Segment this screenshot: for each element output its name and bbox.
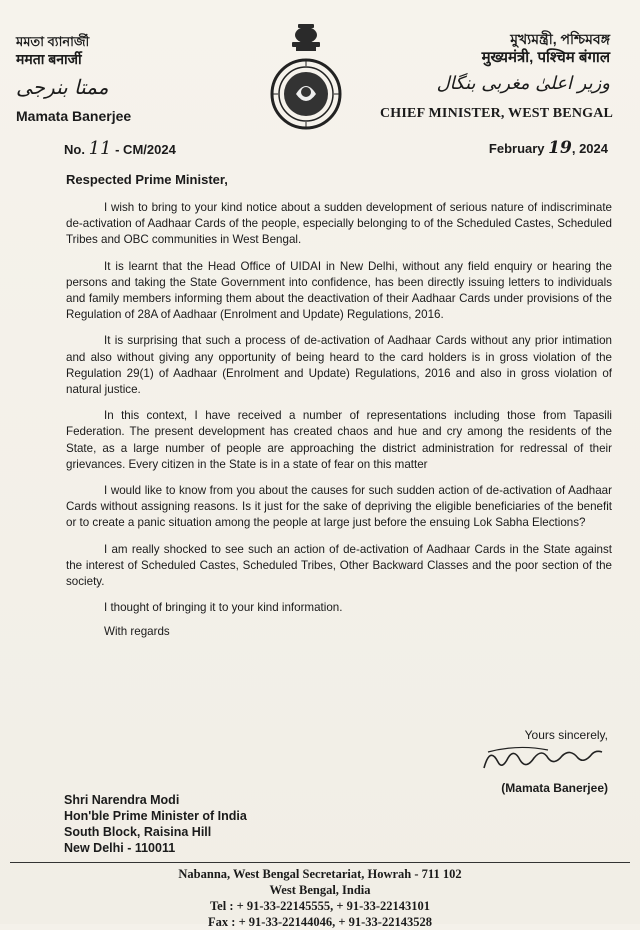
salutation: Respected Prime Minister, xyxy=(66,172,228,187)
date-day: 19 xyxy=(548,138,572,158)
letter-date xyxy=(489,138,608,158)
hindi-title: मुख्यमंत्री, पश्चिम बंगाल xyxy=(481,49,610,66)
bengali-name: মমতা ব্যানার্জী xyxy=(16,34,90,49)
paragraph-3: It is surprising that such a process of de-activation of Aadhaar Cards without any prior intimation and also without giving any opportunity of being heard to the card holders is in gross violation of the Regulation 29(1) of Aadhaar (Enrolment and Update) Regulations, 2016 and also in gross violation of natural justice. xyxy=(66,334,612,397)
letterhead-left xyxy=(16,34,216,124)
letter-body xyxy=(66,200,612,649)
date-year: , 2024 xyxy=(571,141,608,156)
reference-number xyxy=(64,138,176,159)
signature-name: (Mamata Banerjee) xyxy=(501,781,608,795)
addressee-address-1: South Block, Raisina Hill xyxy=(64,825,212,839)
urdu-name: ممتا بنرجی xyxy=(16,75,109,99)
paragraph-1: I wish to bring to your kind notice about a sudden development of serious nature of indiscriminate de-activation of Aadhaar Cards of the people, especially belonging to of the Scheduled Castes, Scheduled Tribes and OBC communities in West Bengal. xyxy=(66,201,612,247)
footer-tel: Tel : + 91-33-22145555, + 91-33-22143101 xyxy=(209,899,431,913)
paragraph-5: I would like to know from you about the causes for such sudden action of de-activation of Aadhaar Cards without assigning reasons. Is it just for the sake of depriving the eligible beneficiaries of the benefit or to create a panic situation among the people at large just before the ensuing Lok Sabha Elections? xyxy=(66,484,612,530)
west-bengal-emblem-icon xyxy=(268,22,344,134)
footer-divider xyxy=(10,862,630,863)
paragraph-2: It is learnt that the Head Office of UIDAI in New Delhi, without any field enquiry or hearing the persons and taking the State Government into confidence, has been directly issuing letters to individuals and family members informing them about the deactivation of their Aadhaar Cards under provisions of the Regulation of 28A of Aadhaar (Enrolment and Update) Regulations, 2016. xyxy=(66,259,612,322)
closing-line: I thought of bringing it to your kind information. xyxy=(104,601,343,615)
english-title: CHIEF MINISTER, WEST BENGAL xyxy=(380,106,614,121)
addressee-designation: Hon'ble Prime Minister of India xyxy=(64,809,247,823)
english-name: Mamata Banerjee xyxy=(16,108,132,124)
ref-number: 11 xyxy=(88,138,112,159)
footer-address: Nabanna, West Bengal Secretariat, Howrah - 711 102 xyxy=(178,867,462,881)
ref-suffix: - CM/2024 xyxy=(115,142,176,157)
ref-prefix: No. xyxy=(64,142,85,157)
bengali-title: মুখ্যমন্ত্রী, পশ্চিমবঙ্গ xyxy=(510,31,610,47)
footer-region: West Bengal, India xyxy=(269,883,371,897)
handwritten-signature-icon xyxy=(478,742,608,776)
addressee-address-2: New Delhi - 110011 xyxy=(64,841,176,855)
letterhead-right xyxy=(380,30,614,122)
letter-footer xyxy=(0,866,640,930)
paragraph-6: I am really shocked to see such an action of de-activation of Aadhaar Cards in the State against the interest of Scheduled Castes, Scheduled Tribes, Other Backward Classes and the poor section of the society. xyxy=(66,542,612,589)
hindi-name: ममता बनार्जी xyxy=(16,51,82,67)
signature-block xyxy=(448,728,608,795)
date-month: February xyxy=(488,141,545,156)
addressee-name: Shri Narendra Modi xyxy=(64,793,180,807)
paragraph-4: In this context, I have received a number of representations including those from Tapasili Federation. The present development has created chaos and hue and cry among the residents of the State, as a large number of people are approaching the district administration for redressal of their grievances. Every citizen in the State is in a state of fear on this matter xyxy=(66,409,612,471)
regards: With regards xyxy=(104,625,170,639)
addressee-block xyxy=(64,792,247,856)
urdu-title: وزیر اعلیٰ مغربی بنگال xyxy=(436,73,610,94)
footer-fax: Fax : + 91-33-22144046, + 91-33-22143528 xyxy=(208,915,432,929)
sign-off: Yours sincerely, xyxy=(524,728,608,742)
